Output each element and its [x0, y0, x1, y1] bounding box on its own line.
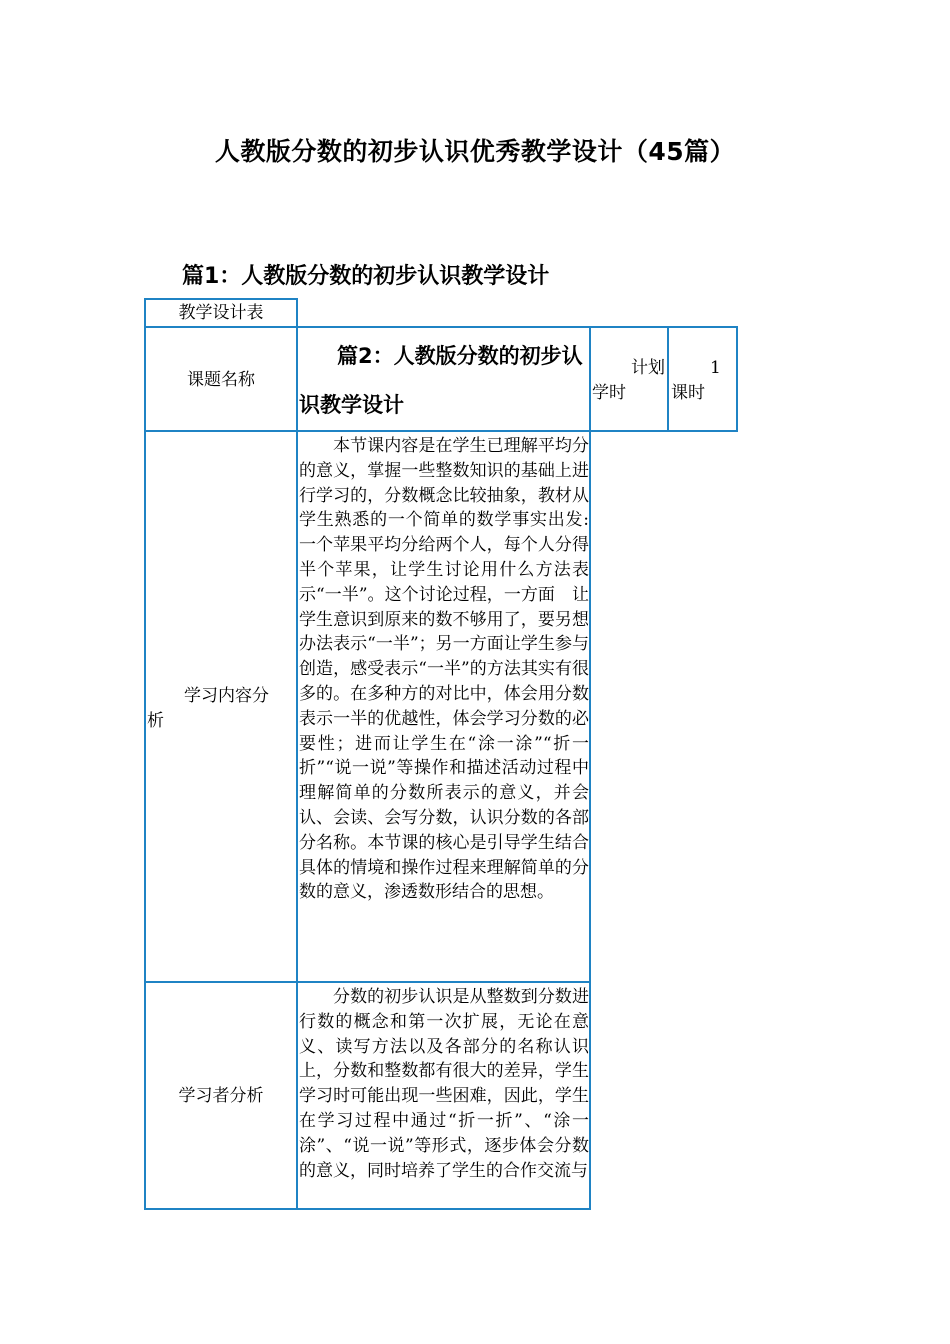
learner-analysis-text: 分数的初步认识是从整数到分数进行数的概念和第一次扩展，无论在意义、读写方法以及各部分的名称认识上，分数和整数都有很大的差异，学生学习时可能出现一些困难，因此，学生在学习过程中通过“折一折”、“涂一涂”、“说一说”等形式，逐步体会分数的意义，同时培养了学生的合作交流与 — [299, 987, 589, 1181]
section-heading: 篇1：人教版分数的初步认识教学设计 — [182, 264, 550, 289]
planned-hours-value-2: 课时 — [671, 383, 705, 403]
content-analysis-label-2: 析 — [147, 711, 164, 731]
table-caption: 教学设计表 — [178, 303, 264, 323]
planned-hours-value-1: 1 — [710, 358, 721, 378]
topic-label: 课题名称 — [187, 370, 255, 390]
content-analysis-label-1: 学习内容分 — [184, 686, 269, 706]
planned-hours-label-2: 学时 — [592, 383, 626, 403]
document-title: 人教版分数的初步认识优秀教学设计（45篇） — [214, 137, 736, 166]
content-analysis-text: 本节课内容是在学生已理解平均分的意义，掌握一些整数知识的基础上进行学习的，分数概念比较抽象，教材从学生熟悉的一个简单的数学事实出发:一个苹果平均分给两个人，每个人分得半个苹果，让学生讨论用什么方法表示“一半”。这个讨论过程，一方面 让学生意识到原来的数不够用了，要另想办法表示“一半”；另一方面让学生参与创造，感受表示“一半”的方法其实有很多的。在多种方的对比中，体会用分数表示一半的优越性，体会学习分数的必要性；进而让学生在“涂一涂”“折一折”“说一说”等操作和描述活动过程中理解简单的分数所表示的意义，并会认、会读、会写分数，认识分数的各部分名称。本节课的核心是引导学生结合具体的情境和操作过程来理解简单的分数的意义，渗透数形结合的思想。 — [299, 436, 589, 903]
planned-hours-label-1: 计划 — [631, 358, 665, 378]
learner-analysis-label: 学习者分析 — [178, 1086, 264, 1106]
lesson-title: 篇2：人教版分数的初步认识教学设计 — [299, 344, 583, 417]
